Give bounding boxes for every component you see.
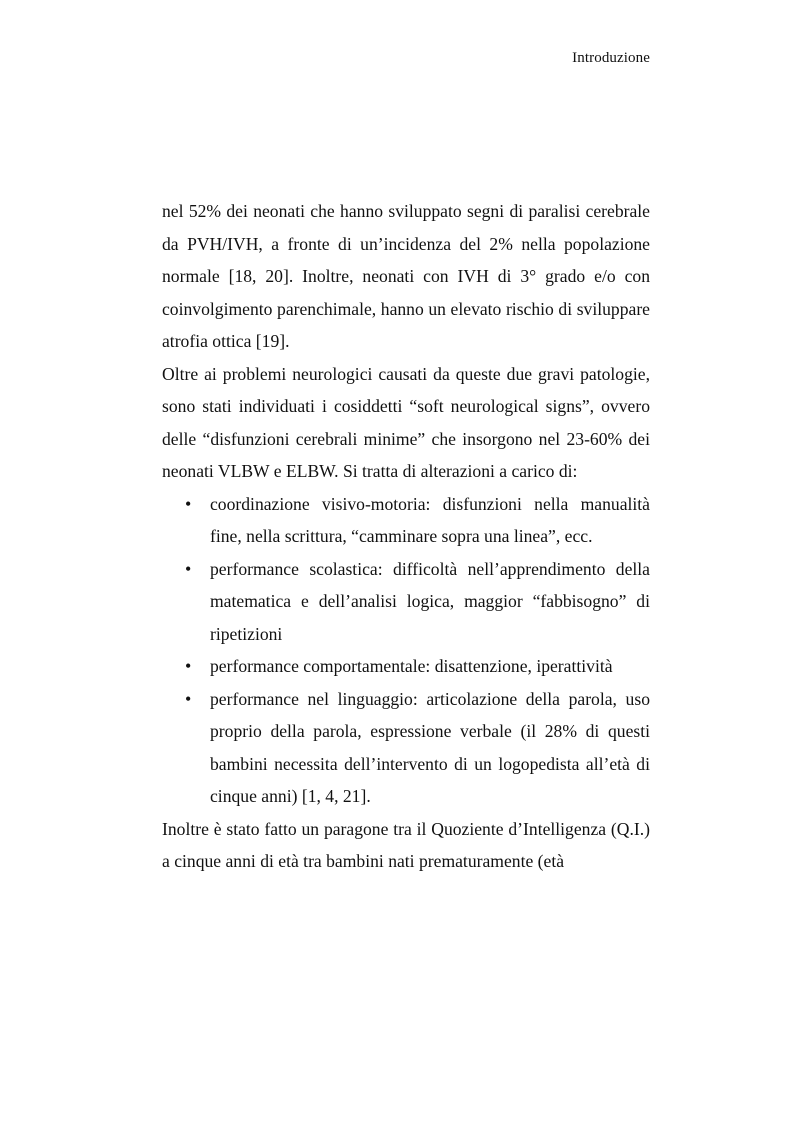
list-item <box>162 650 650 683</box>
list-item <box>162 683 650 813</box>
list-item-text: performance comportamentale: disattenzione, iperattività <box>210 656 613 676</box>
paragraph-1: nel 52% dei neonati che hanno sviluppato segni di paralisi cerebrale da PVH/IVH, a fronte di un’incidenza del 2% nella popolazione normale [18, 20]. Inoltre, neonati con IVH di 3° grado e/o con coinvolgimento parenchimale, hanno un elevato rischio di sviluppare atrofia ottica [19]. <box>162 201 650 351</box>
bullet-icon: • <box>185 688 192 709</box>
running-header: Introduzione <box>572 50 650 66</box>
bullet-icon: • <box>185 656 192 676</box>
bullet-icon: • <box>185 493 192 514</box>
page-body <box>162 195 650 878</box>
bullet-list <box>162 488 650 813</box>
list-item <box>162 553 650 651</box>
list-item-text: performance nel linguaggio: articolazione della parola, uso proprio della parola, espressione verbale (il 28% di questi bambini necessita dell’intervento di un logopedista all’età di cinque anni) [1, 4, 21]. <box>210 688 650 806</box>
list-item <box>162 488 650 553</box>
bullet-icon: • <box>185 558 192 579</box>
paragraph-3: Inoltre è stato fatto un paragone tra il Quoziente d’Intelligenza (Q.I.) a cinque anni di età tra bambini nati prematuramente (età <box>162 818 650 871</box>
list-item-text: coordinazione visivo-motoria: disfunzioni nella manualità fine, nella scrittura, “camminare sopra una linea”, ecc. <box>210 493 650 546</box>
list-item-text: performance scolastica: difficoltà nell’apprendimento della matematica e dell’analisi logica, maggior “fabbisogno” di ripetizioni <box>210 558 650 644</box>
paragraph-2: Oltre ai problemi neurologici causati da queste due gravi patologie, sono stati individuati i cosiddetti “soft neurological signs”, ovvero delle “disfunzioni cerebrali minime” che insorgono nel 23-60% dei neonati VLBW e ELBW. Si tratta di alterazioni a carico di: <box>162 363 650 481</box>
